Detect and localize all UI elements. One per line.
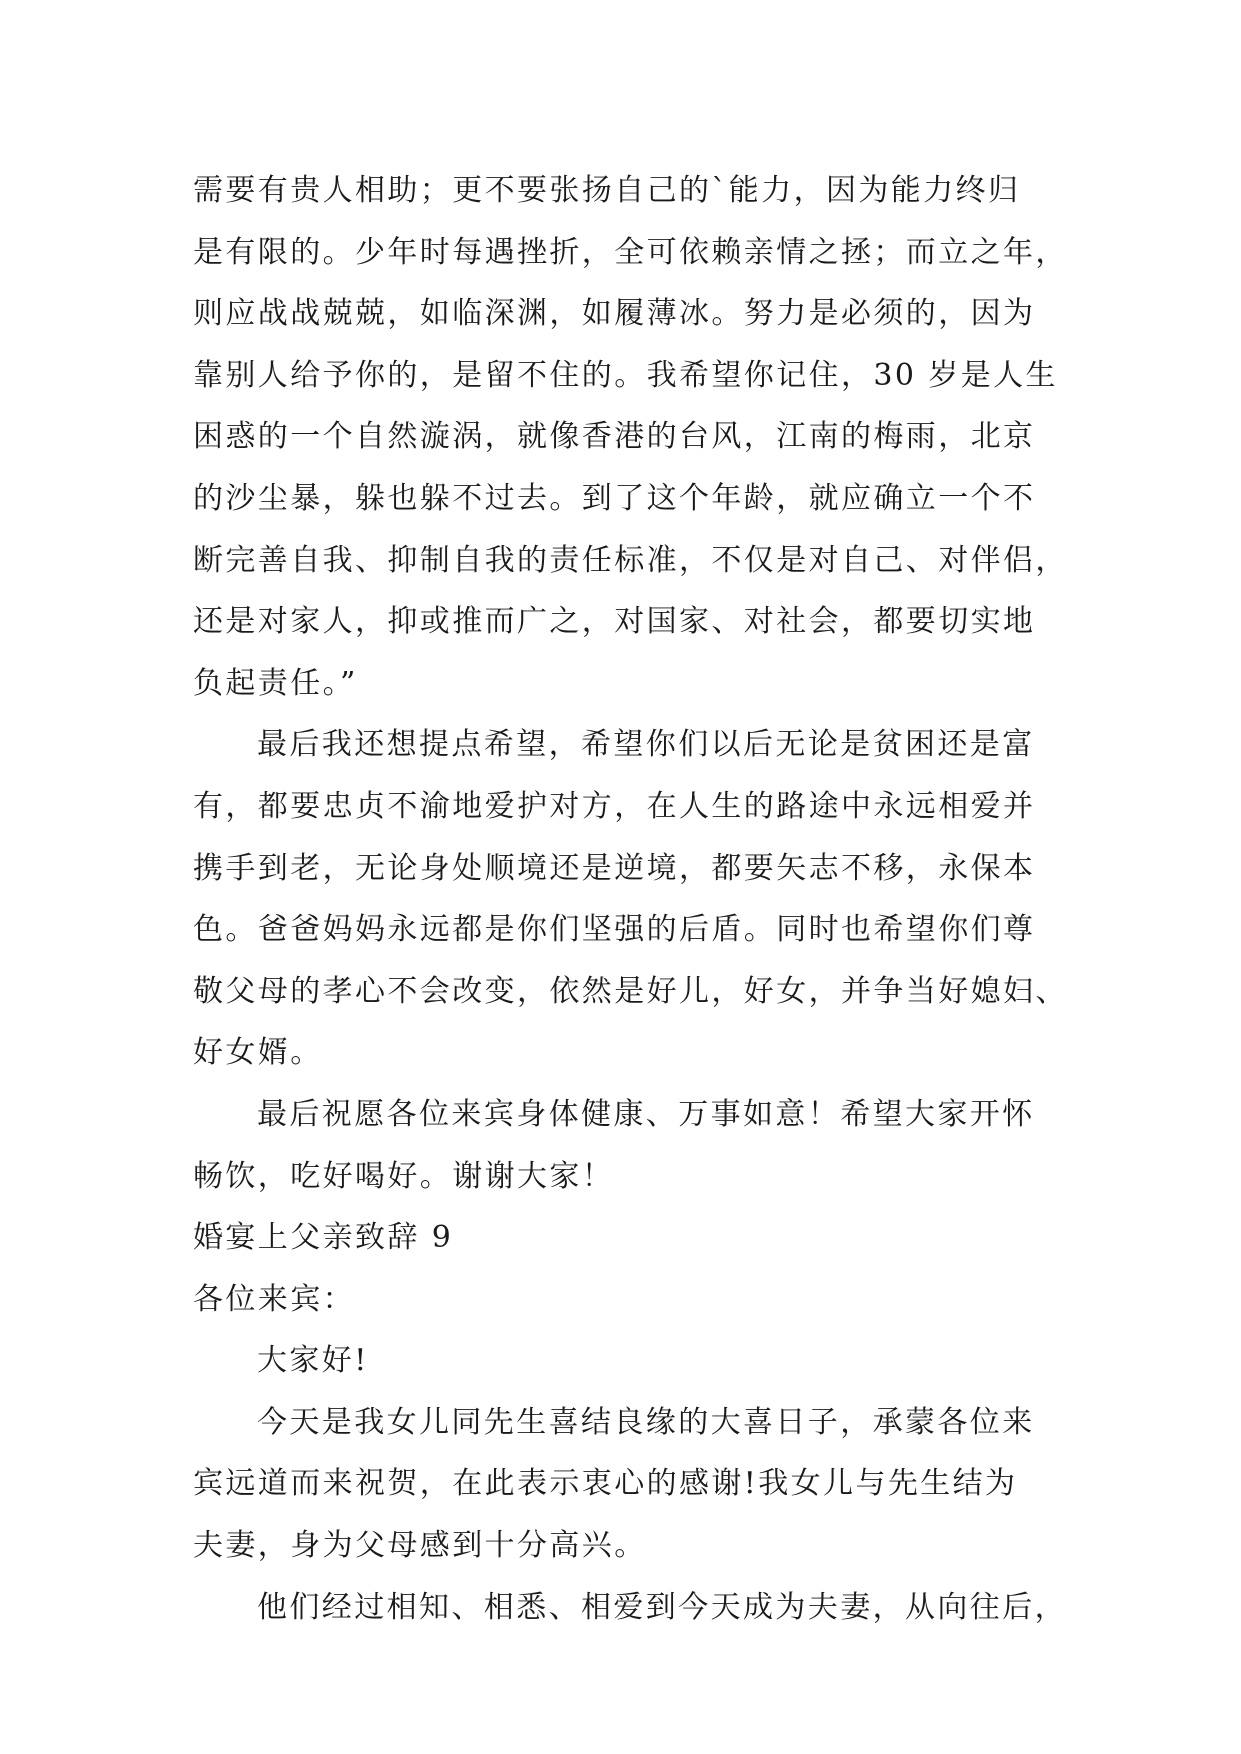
document-body xyxy=(193,160,1068,1638)
text-line: 的沙尘暴，躲也躲不过去。到了这个年龄，就应确立一个不 xyxy=(193,480,1036,516)
section-heading: 婚宴上父亲致辞 9 xyxy=(193,1220,454,1256)
text-line: 负起责任。” xyxy=(193,665,358,701)
text-line: 是有限的。少年时每遇挫折，全可依赖亲情之拯；而立之年， xyxy=(193,234,1068,270)
text-line: 还是对家人，抑或推而广之，对国家、对社会，都要切实地 xyxy=(193,604,1036,640)
text-line: 敬父母的孝心不会改变，依然是好儿，好女，并争当好媳妇、 xyxy=(193,973,1068,1009)
greeting: 大家好! xyxy=(257,1343,369,1379)
text-line: 则应战战兢兢，如临深渊，如履薄冰。努力是必须的，因为 xyxy=(193,296,1036,332)
paragraph-first-line: 今天是我女儿同先生喜结良缘的大喜日子，承蒙各位来 xyxy=(257,1404,1035,1440)
text-line: 困惑的一个自然漩涡，就像香港的台风，江南的梅雨，北京 xyxy=(193,419,1036,455)
text-line: 需要有贵人相助；更不要张扬自己的`能力，因为能力终归 xyxy=(193,173,1021,208)
paragraph-first-line: 他们经过相知、相悉、相爱到今天成为夫妻，从向往后， xyxy=(257,1589,1067,1625)
text-line: 靠别人给予你的，是留不住的。我希望你记住，30 岁是人生 xyxy=(193,357,1058,393)
text-line: 畅饮，吃好喝好。谢谢大家！ xyxy=(193,1158,615,1194)
paragraph-first-line: 最后我还想提点希望，希望你们以后无论是贫困还是富 xyxy=(257,727,1035,763)
salutation: 各位来宾： xyxy=(193,1281,355,1317)
text-line: 好女婿。 xyxy=(193,1035,323,1071)
text-line: 断完善自我、抑制自我的责任标准，不仅是对自己、对伴侣， xyxy=(193,542,1068,578)
paragraph-first-line: 最后祝愿各位来宾身体健康、万事如意！希望大家开怀 xyxy=(257,1096,1035,1132)
text-line: 携手到老，无论身处顺境还是逆境，都要矢志不移，永保本 xyxy=(193,850,1036,886)
text-line: 有，都要忠贞不渝地爱护对方，在人生的路途中永远相爱并 xyxy=(193,788,1036,824)
text-line: 夫妻，身为父母感到十分高兴。 xyxy=(193,1528,647,1564)
text-line: 宾远道而来祝贺，在此表示衷心的感谢!我女儿与先生结为 xyxy=(193,1466,1018,1502)
text-line: 色。爸爸妈妈永远都是你们坚强的后盾。同时也希望你们尊 xyxy=(193,912,1036,948)
